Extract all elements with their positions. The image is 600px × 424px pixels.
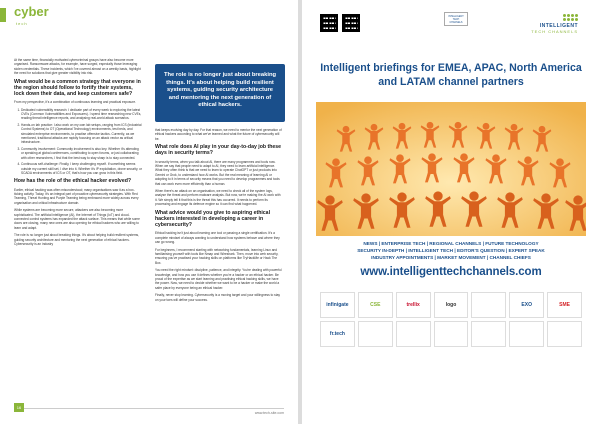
brand-ribbon <box>0 8 6 22</box>
section-tags <box>316 240 586 261</box>
sponsor-logo[interactable] <box>434 321 469 347</box>
list-item: 2. Hands-on lab practice: I also work on my own lab setups, ranging from ICS (Industrial Control Systems) to OT (Operational Technology) environments, test beds, and simulated enterprise environments, to practise offensive tactics. Currently, as we mentioned, traditional attacks are rapidly focusing on an attack vector as critical infrastructure. <box>21 123 142 145</box>
sponsor-logo[interactable] <box>509 321 544 347</box>
qr-code-icon[interactable] <box>342 14 360 32</box>
strategy-list <box>14 108 142 176</box>
sponsor-logo[interactable]: EXO <box>509 292 544 318</box>
sponsor-logo[interactable] <box>396 321 431 347</box>
left-page <box>0 0 298 424</box>
answer-paragraph: The role is no longer just about breaking things. It's about helping build resilient systems, guiding security architecture and mentoring the next generation of ethical hackers. Cybersecurity is an industry <box>14 233 139 246</box>
tags-line: INDUSTRY APPOINTMENTS | MARKET MOVEMENT | CHANNEL CHIEFS <box>371 255 531 260</box>
question-heading: What role does AI play in your day-to-day job these days in security terms? <box>155 144 282 157</box>
sponsor-grid <box>320 292 582 347</box>
brand-name: cyber <box>14 4 49 19</box>
qr-code-icon[interactable] <box>320 14 338 32</box>
article-column-b <box>155 128 283 305</box>
sponsor-logo[interactable] <box>471 321 506 347</box>
page-footer-rule <box>14 408 284 409</box>
pull-quote: The role is no longer just about breaking things. It's about helping build resilient systems, guiding security architecture and mentoring the next generation of ethical hackers. <box>155 64 285 122</box>
paper-people-illustration <box>316 102 586 236</box>
right-page-advert <box>302 0 600 424</box>
tags-line: SECURITY IN-DEPTH | INTELLIGENT TECH | EDITOR'S QUESTION | EXPERT SPEAK <box>357 248 545 253</box>
answer-paragraph: You need the right mindset: discipline, patience, and integrity. You're dealing with powerful knowledge, and how you use it defines whether you're a hacker or an ethical hacker. Be proud of the expertise as we start learning and practising ethical hacking skills, we have the power. Now, we need to decide whether we want to be a hacker or make the world a safer place by everyone being an ethical hacker. <box>155 268 282 290</box>
website-link[interactable]: www.intelligenttechchannels.com <box>360 266 542 278</box>
sponsor-logo[interactable]: infinigate <box>320 292 355 318</box>
answer-paragraph: Ethical hacking isn't just about learning one tool or passing a single certification. It's a complete mindset of always wanting to understand how systems behave and where they can go wrong. <box>155 231 280 245</box>
list-item: 4. Continuous self-challenge: Finally, I keep challenging myself. If something seems outside my current skill set, I dive into it. Whether it's IP exploitation, drone security, or SCADA environments of ICS or OT, that's how you can grow in this field. <box>21 162 142 175</box>
answer-paragraph: While systems are becoming more secure, attackers are also becoming more sophisticated. The artificial intelligence (AI), the Internet of Things (IoT) and cloud-connected control systems has expanded the attack surface. This means that while some doors are closing, many new ones are also opening for ethical hackers who are willing to learn and adapt. <box>14 208 140 230</box>
answer-paragraph: When there's an attack on an organisation, we need to check all of the system logs, analyse the threat and perform malware analysis. But now, we're making the AI work with it. We simply tell it that this is the threat this has occurred. It needs to perform its processing and engage its defence engine so it can find what happened. <box>155 189 281 207</box>
channel-logo <box>531 14 578 34</box>
tags-line: NEWS | ENTERPRISE TECH | REGIONAL CHANNELS | FUTURE TECHNOLOGY <box>363 241 539 246</box>
list-item: 3. Community involvement: Community involvement is also key. Whether it's attending or speaking at global conferences, contributing to open forums, or just collaborating with other researchers, I find that the best way to stay sharp is to stay connected. <box>21 147 142 160</box>
brand-sub: tech <box>16 21 28 26</box>
answer-paragraph: Earlier, ethical hacking was often misunderstood; many organisations saw it as a box-ticking activity. Today, it's an integral part of proactive cybersecurity strategies. With Red Teaming, Threat Hunting and Purple Teaming being embraced more widely across every organisation and critical infrastructure domain. <box>14 187 139 205</box>
list-item: 1. Dedicated vulnerability research: I dedicate part of every week to exploring the latest CVEs (Common Vulnerabilities and Exposures). I spend time researching new CVEs, reading threat intelligence reports, and analysing real-world attack scenarios. <box>21 108 142 121</box>
sponsor-logo[interactable]: trellix <box>396 292 431 318</box>
sponsor-logo[interactable]: logo <box>434 292 469 318</box>
logo-line2: TECH CHANNELS <box>531 29 578 34</box>
answer-paragraph: From my perspective, it's a combination of continuous learning and practical exposure. <box>14 100 136 105</box>
footer-url[interactable]: www.tech-site.com <box>254 411 284 415</box>
article-column-a <box>14 58 142 249</box>
sponsor-logo[interactable] <box>358 321 393 347</box>
sponsor-logo[interactable] <box>471 292 506 318</box>
question-heading: What advice would you give to aspiring ethical hackers interested in developing a career in cybersecurity? <box>155 209 271 229</box>
page-number: 16 <box>14 403 24 412</box>
mid-logo: INTELLIGENT TECH CHANNELS <box>444 12 468 26</box>
sponsor-logo[interactable]: SME <box>547 292 582 318</box>
answer-paragraph: Finally, never stop learning. Cybersecurity is a moving target and your willingness to stay on your toes will define your success. <box>155 293 281 302</box>
answer-paragraph: that keeps evolving day by day. For that reason, we need to mentor the next generation of ethical hackers according to what we've learned and what the future of cybersecurity will be. <box>155 128 282 141</box>
advert-headline: Intelligent briefings for EMEA, APAC, North America and LATAM channel partners <box>320 62 582 88</box>
answer-paragraph: In security terms, when you talk about AI, there are many programmes and tools now. When we say that people need to adapt to AI, they need to learn artificial intelligence. What they often think is that we need to learn to operate ChatGPT or just products into Gemini or Grok, to understand how AI works. But the real meaning of learning AI or adopting to it in terms of security means that you need to develop programmes and tools that can work even more efficiently than a human. <box>155 159 280 186</box>
answer-paragraph: For beginners, I recommend starting with networking fundamentals, learning Linux and familiarising yourself with tools like Nmap and Wireshark. Then, move into web security, ensuring you've practised your hacking skills on platforms like TryHackMe or Hack The Box. <box>155 247 279 265</box>
logo-dots-icon <box>563 14 578 21</box>
logo-line1: INTELLIGENT <box>539 23 578 29</box>
hero-image <box>316 102 586 236</box>
sponsor-logo[interactable] <box>547 321 582 347</box>
question-heading: How has the role of the ethical hacker evolved? <box>14 178 132 185</box>
intro-paragraph: At the same time, financially motivated cybercriminal groups have also become more organised. Ransomware attacks, for example, have surged, especially those leveraging stolen credentials. These incidents, which I've covered almost on a weekly basis, highlight the need for solutions that give greater visibility into risk. <box>14 58 141 76</box>
question-heading: What would be a common strategy that everyone in the region should follow to fortify their systems, lock down their data, and keep customers safe? <box>14 78 141 98</box>
brand-logo <box>14 6 49 30</box>
sponsor-logo[interactable]: CSE <box>358 292 393 318</box>
sponsor-logo[interactable]: fr.tech <box>320 321 355 347</box>
